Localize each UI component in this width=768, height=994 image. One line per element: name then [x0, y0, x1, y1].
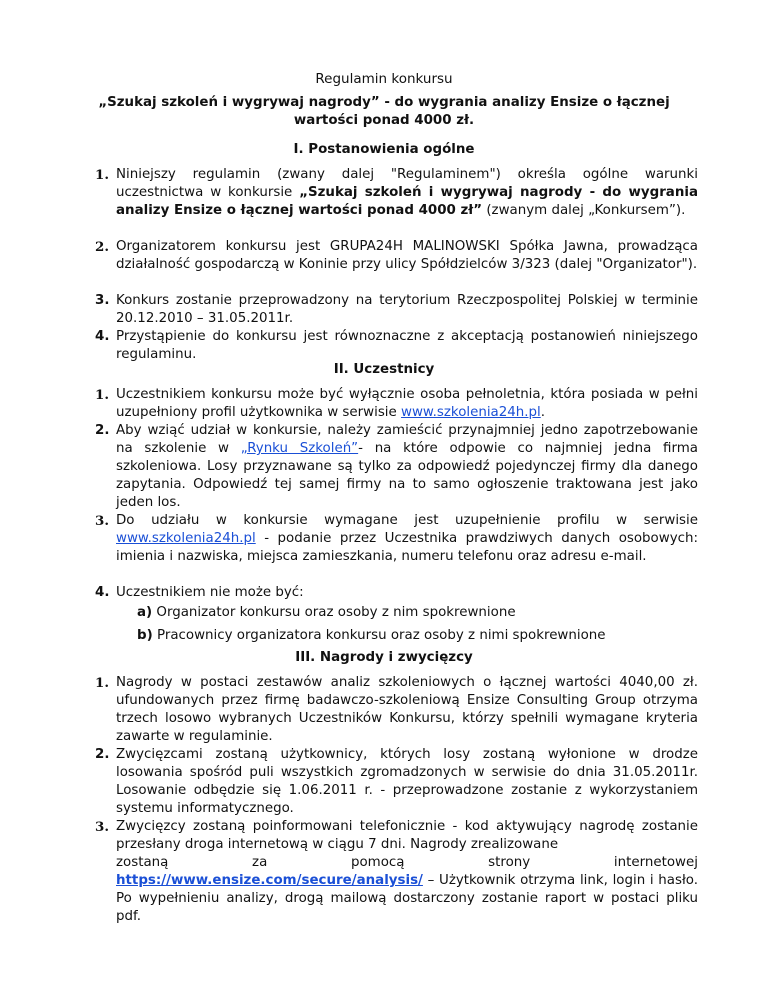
- section2-paragraph-2: [95, 422, 699, 512]
- word: zostaną: [116, 855, 169, 870]
- section1-paragraph-4: [95, 328, 698, 364]
- list-number: 2.: [95, 239, 109, 255]
- word: za: [252, 855, 268, 870]
- paragraph-text: Aby wziąć udział w konkursie, należy zamieścić przynajmniej jedno zapotrzebowanie na szkolenie w: [116, 423, 698, 456]
- paragraph-text: .: [540, 405, 546, 420]
- szkolenia24h-link[interactable]: www.szkolenia24h.pl: [401, 405, 541, 420]
- document-title: Regulamin konkursu: [315, 71, 453, 87]
- list-number: 2.: [95, 747, 110, 762]
- sublist-label: b): [137, 628, 153, 643]
- spread-line: [116, 854, 698, 872]
- subtitle-line-2: wartości ponad 4000 zł.: [293, 113, 475, 128]
- section1-paragraph-2: [95, 238, 698, 274]
- paragraph-text: Organizatorem konkursu jest GRUPA24H MALINOWSKI Spółka Jawna, prowadząca działalność gospodarczą w Koninie przy ulicy Spółdzielców 3/323 (dalej "Organizator").: [116, 239, 698, 272]
- section2-paragraph-1: [95, 386, 698, 422]
- paragraph-text: - na które odpowie co najmniej jedna firma szkoleniowa. Losy przyznawane są tylko za odpowiedź pojedynczej firmy dla danego zapytania. Odpowiedź tej samej firmy na to samo ogłoszenie traktowana jest jako jeden los.: [116, 441, 699, 510]
- paragraph-text: Przystąpienie do konkursu jest równoznaczne z akceptacją postanowień niniejszego regulaminu.: [116, 329, 698, 362]
- section3-paragraph-3: [95, 818, 698, 926]
- paragraph-text: Zwycięzcami zostaną użytkownicy, których losy zostaną wyłonione w drodze losowania spośród puli wszystkich zgromadzonych w serwisie do dnia 31.05.2011r. Losowanie odbędzie się 1.06.2011 r. - przeprowadzone zostanie z wykorzystaniem systemu informatycznego.: [116, 747, 698, 816]
- rynek-szkolen-link[interactable]: „Rynku Szkoleń”: [240, 441, 359, 456]
- list-number: 3.: [95, 293, 110, 308]
- list-number: 4.: [95, 585, 110, 600]
- word: internetowej: [613, 855, 698, 870]
- list-number: 1.: [95, 167, 109, 183]
- sublist-label: a): [137, 605, 153, 620]
- section1-paragraph-1: [95, 166, 698, 220]
- paragraph-text: – Użytkownik otrzyma link, login i hasło. Po wypełnieniu analizy, drogą mailową dostarczony zostanie raport w postaci pliku pdf.: [116, 873, 698, 924]
- word: pomocą: [350, 855, 405, 870]
- ensize-analysis-link[interactable]: https://www.ensize.com/secure/analysis/: [116, 873, 423, 888]
- contest-name-bold: „Szukaj szkoleń i wygrywaj nagrody - do wygrania analizy Ensize o łącznej wartości ponad 4000 zł”: [116, 185, 698, 218]
- list-number: 1.: [95, 387, 109, 403]
- szkolenia24h-link[interactable]: www.szkolenia24h.pl: [116, 531, 256, 546]
- paragraph-text: Uczestnikiem nie może być:: [116, 585, 304, 600]
- exclusion-item-a: [137, 604, 697, 622]
- paragraph-text: - podanie przez Uczestnika prawdziwych danych osobowych: imienia i nazwiska, miejsca zamieszkania, numeru telefonu oraz adresu e-mail.: [116, 531, 698, 564]
- exclusion-item-b: [137, 627, 697, 645]
- paragraph-text: Do udziału w konkursie wymagane jest uzupełnienie profilu w serwisie: [116, 513, 698, 528]
- document-subtitle: [70, 94, 698, 130]
- section-heading-general: I. Postanowienia ogólne: [293, 142, 475, 157]
- list-number: 3.: [95, 819, 109, 835]
- paragraph-text: Niniejszy regulamin (zwany dalej "Regulaminem") określa ogólne warunki uczestnictwa w konkursie: [116, 167, 698, 200]
- list-number: 3.: [95, 513, 109, 529]
- word: strony: [488, 855, 531, 870]
- section2-paragraph-4: [95, 584, 698, 602]
- section3-paragraph-2: [95, 746, 698, 818]
- subtitle-line-1: „Szukaj szkoleń i wygrywaj nagrody” - do wygrania analizy Ensize o łącznej: [98, 95, 670, 110]
- section3-paragraph-1: [95, 674, 698, 746]
- section2-paragraph-3: [95, 512, 698, 566]
- sublist-text: Pracownicy organizatora konkursu oraz osoby z nimi spokrewnione: [152, 628, 606, 643]
- paragraph-text: Nagrody w postaci zestawów analiz szkoleniowych o łącznej wartości 4040,00 zł. ufundowanych przez firmę badawczo-szkoleniową Ensize Consulting Group otrzyma trzech losowo wybranych Uczestników Konkursu, którzy spełnili wymagane kryteria zawarte w regulaminie.: [116, 675, 698, 744]
- paragraph-text: Uczestnikiem konkursu może być wyłącznie osoba pełnoletnia, która posiada w pełni uzupełniony profil użytkownika w serwisie: [116, 387, 698, 420]
- paragraph-text: Konkurs zostanie przeprowadzony na terytorium Rzeczpospolitej Polskiej w terminie 20.12.2010 – 31.05.2011r.: [116, 293, 698, 326]
- paragraph-text: (zwanym dalej „Konkursem”).: [482, 203, 686, 218]
- section-heading-prizes: III. Nagrody i zwycięzcy: [295, 650, 473, 665]
- paragraph-tail: [116, 872, 698, 926]
- paragraph-text: Zwycięzcy zostaną poinformowani telefonicznie - kod aktywujący nagrodę zostanie przesłany droga internetową w ciągu 7 dni. Nagrody zrealizowane: [116, 819, 698, 852]
- list-number: 2.: [95, 423, 110, 438]
- section-heading-participants: II. Uczestnicy: [333, 362, 435, 377]
- section1-paragraph-3: [95, 292, 698, 328]
- list-number: 4.: [95, 329, 110, 344]
- sublist-text: Organizator konkursu oraz osoby z nim spokrewnione: [152, 605, 516, 620]
- list-number: 1.: [95, 675, 109, 691]
